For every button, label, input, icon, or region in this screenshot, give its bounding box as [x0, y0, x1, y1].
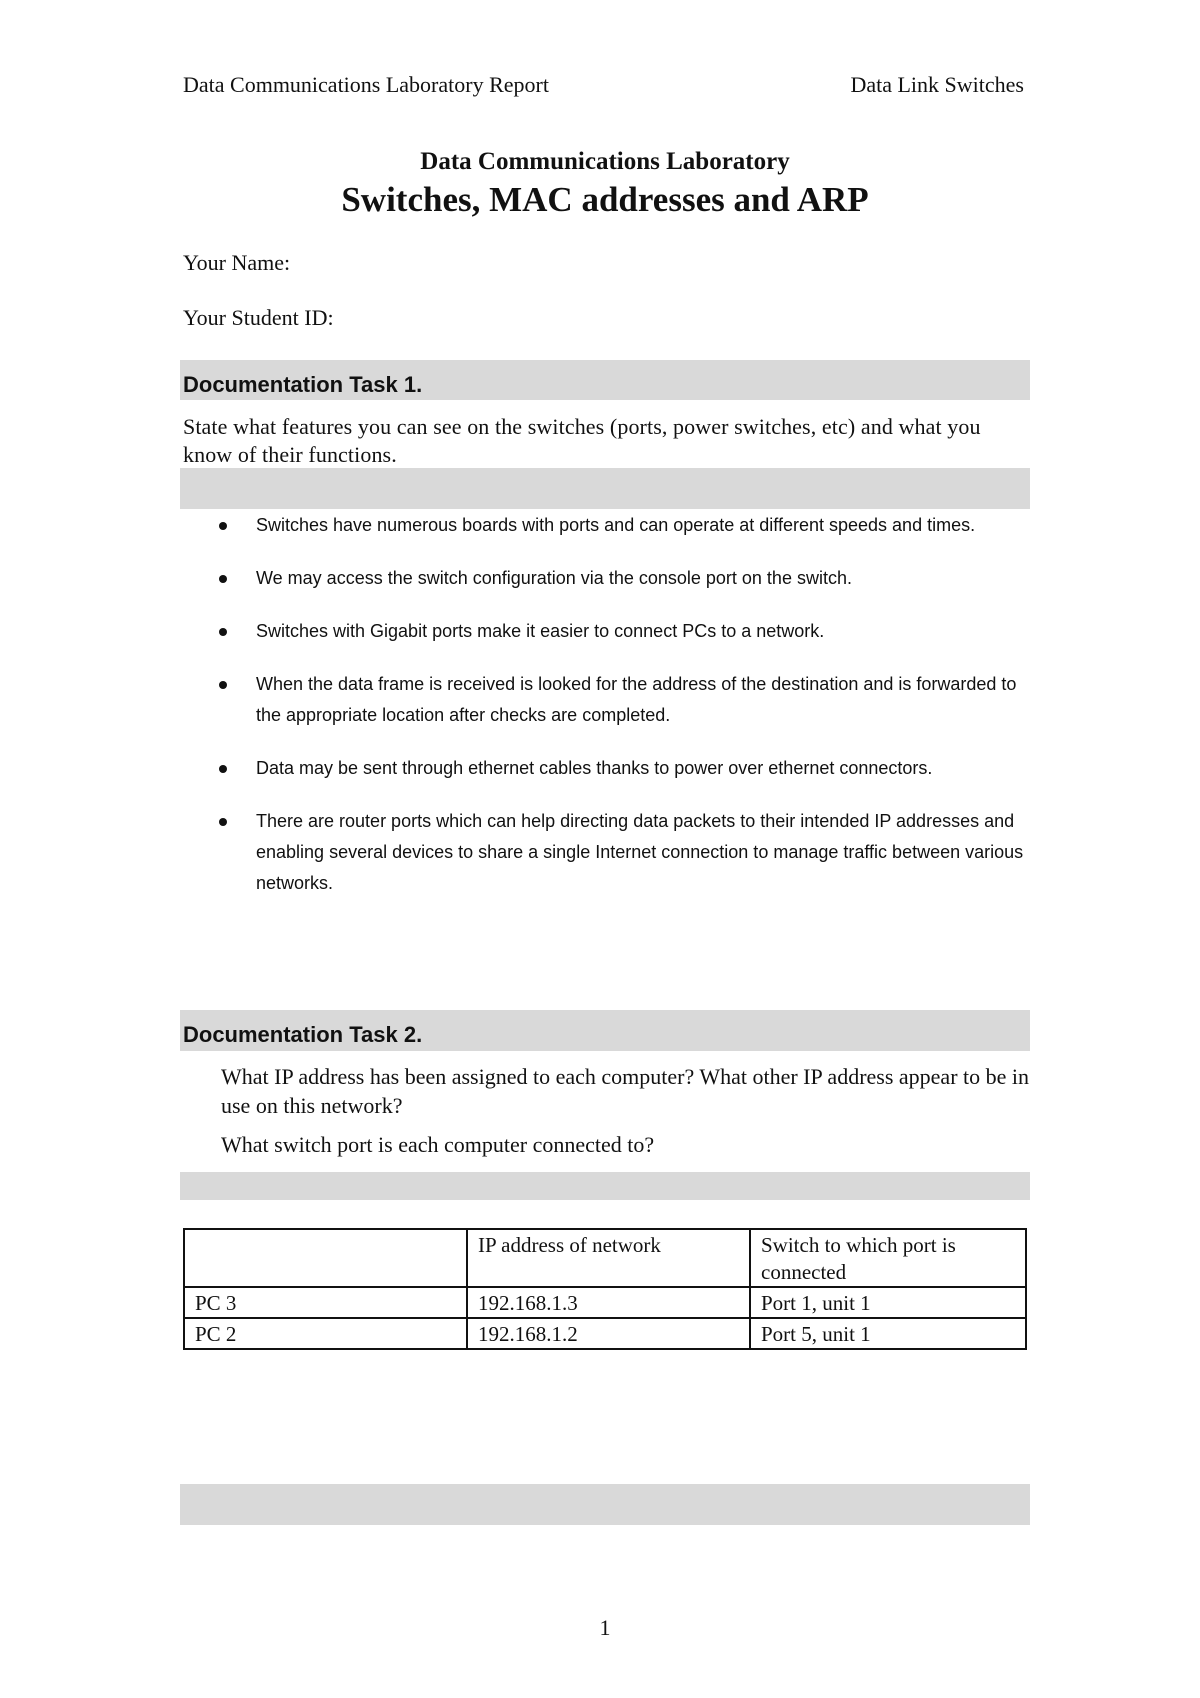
- bullet-icon: [219, 575, 227, 583]
- table-cell: PC 2: [184, 1318, 467, 1349]
- bullet-icon: [219, 628, 227, 636]
- task1-prompt: State what features you can see on the switches (ports, power switches, etc) and what you know of their functions.: [183, 414, 981, 467]
- table-cell: PC 3: [184, 1287, 467, 1318]
- task1-answer-band: [180, 468, 1030, 509]
- task2-prompt-ip: What IP address has been assigned to each computer? What other IP address appear to be in use on this network?: [221, 1064, 1030, 1118]
- running-header-left: Data Communications Laboratory Report: [183, 72, 549, 97]
- list-item: [215, 806, 1035, 899]
- answer-text: Switches have numerous boards with ports and can operate at different speeds and times.: [256, 515, 976, 535]
- list-item: [215, 563, 1035, 594]
- student-id-label: Your Student ID:: [183, 305, 334, 330]
- list-item: [215, 669, 1035, 731]
- bullet-icon: [219, 818, 227, 826]
- document-title: Switches, MAC addresses and ARP: [341, 180, 869, 219]
- page-number: 1: [599, 1615, 611, 1640]
- table-header-cell: [184, 1229, 467, 1287]
- answer-text: We may access the switch configuration via the console port on the switch.: [256, 568, 852, 588]
- list-item: [215, 753, 1035, 784]
- list-item: [215, 616, 1035, 647]
- pc-connection-table: [183, 1228, 1027, 1350]
- table-row: [184, 1318, 1026, 1349]
- bullet-icon: [219, 765, 227, 773]
- document-subtitle: Data Communications Laboratory: [420, 148, 790, 175]
- bullet-icon: [219, 681, 227, 689]
- task2-prompt: [221, 1062, 1033, 1169]
- table-cell: Port 1, unit 1: [750, 1287, 1026, 1318]
- task3-heading-band: [180, 1484, 1030, 1525]
- table-header-cell: Switch to which port is connected: [750, 1229, 1026, 1287]
- table-cell: 192.168.1.2: [467, 1318, 750, 1349]
- table-header-cell: IP address of network: [467, 1229, 750, 1287]
- task2-answer-band: [180, 1172, 1030, 1200]
- table-header-row: [184, 1229, 1026, 1287]
- task1-answer-list: [215, 510, 1035, 921]
- running-header-right: Data Link Switches: [850, 72, 1024, 97]
- answer-text: When the data frame is received is looked for the address of the destination and is forwarded to the appropriate location after checks are completed.: [256, 674, 1017, 725]
- answer-text: Switches with Gigabit ports make it easier to connect PCs to a network.: [256, 621, 825, 641]
- task1-heading: Documentation Task 1.: [183, 372, 423, 397]
- table-cell: Port 5, unit 1: [750, 1318, 1026, 1349]
- name-label: Your Name:: [183, 250, 291, 275]
- list-item: [215, 510, 1035, 541]
- answer-text: Data may be sent through ethernet cables thanks to power over ethernet connectors.: [256, 758, 933, 778]
- task2-prompt-port: What switch port is each computer connected to?: [221, 1132, 655, 1157]
- task2-heading: Documentation Task 2.: [183, 1022, 423, 1047]
- table-row: [184, 1287, 1026, 1318]
- answer-text: There are router ports which can help directing data packets to their intended IP addresses and enabling several devices to share a single Internet connection to manage traffic between various networks.: [256, 811, 1024, 893]
- bullet-icon: [219, 522, 227, 530]
- table-cell: 192.168.1.3: [467, 1287, 750, 1318]
